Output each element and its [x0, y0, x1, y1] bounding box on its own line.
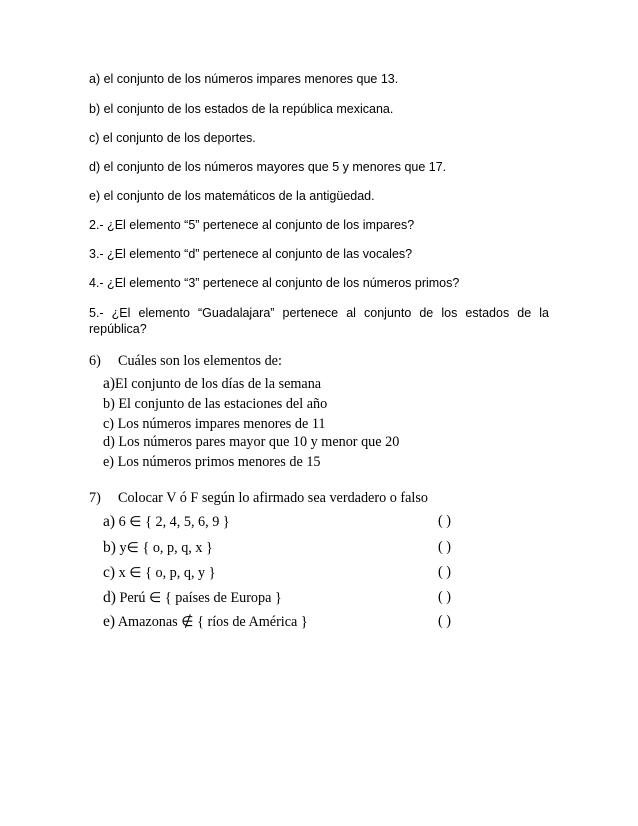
- q6-item-text: Los números primos menores de 15: [117, 454, 321, 470]
- question-3: 3.- ¿El elemento “d” pertenece al conjunto de las vocales?: [89, 247, 413, 261]
- q6-item-d: [103, 434, 399, 451]
- q7-answer-a[interactable]: ( ): [438, 513, 451, 529]
- q7-item-letter: a): [103, 513, 116, 530]
- q7-item-a: [103, 513, 230, 531]
- question-4: 4.- ¿El elemento “3” pertenece al conjunto de los números primos?: [89, 276, 460, 290]
- q7-item-letter: e): [103, 613, 116, 630]
- q6-item-b: [103, 396, 327, 413]
- question-7-title: Colocar V ó F según lo afirmado sea verdadero o falso: [118, 490, 428, 506]
- q6-item-text: Los números pares mayor que 10 y menor que 20: [118, 434, 400, 450]
- q6-item-letter: a): [103, 375, 116, 392]
- question-7-number: 7): [89, 490, 101, 506]
- q7-item-b: [103, 539, 213, 557]
- q6-item-c: [103, 416, 325, 433]
- question-5: 5.- ¿El elemento “Guadalajara” pertenece al conjunto de los estados de la república?: [89, 306, 549, 336]
- q6-item-e: [103, 454, 321, 471]
- q6-item-letter: b): [103, 396, 115, 412]
- q7-item-c: [103, 564, 216, 582]
- q7-item-e: [103, 613, 308, 631]
- q7-answer-b[interactable]: ( ): [438, 539, 451, 555]
- q6-item-letter: c): [103, 416, 115, 432]
- q6-item-text: Los números impares menores de 11: [117, 416, 326, 432]
- question-6-number: 6): [89, 353, 101, 369]
- q6-item-text: El conjunto de las estaciones del año: [118, 396, 328, 412]
- q7-item-text: Amazonas ∉ { ríos de América }: [117, 614, 308, 630]
- q6-item-a: [103, 375, 321, 393]
- q7-item-letter: d): [103, 589, 116, 606]
- question-6-title: Cuáles son los elementos de:: [118, 353, 282, 369]
- set-item-e: e) el conjunto de los matemáticos de la antigüedad.: [89, 189, 375, 203]
- q7-answer-c[interactable]: ( ): [438, 564, 451, 580]
- q6-item-letter: d): [103, 434, 115, 450]
- set-item-c: c) el conjunto de los deportes.: [89, 131, 256, 145]
- q7-item-text: 6 ∈ { 2, 4, 5, 6, 9 }: [118, 514, 230, 530]
- q7-item-d: [103, 589, 282, 607]
- q7-item-letter: b): [103, 539, 116, 556]
- q7-item-letter: c): [103, 564, 116, 581]
- question-2: 2.- ¿El elemento “5” pertenece al conjunto de los impares?: [89, 218, 415, 232]
- q7-item-text: y∈ { o, p, q, x }: [119, 540, 213, 556]
- q6-item-letter: e): [103, 454, 115, 470]
- set-item-d: d) el conjunto de los números mayores que 5 y menores que 17.: [89, 160, 447, 174]
- q7-item-text: Perú ∈ { países de Europa }: [119, 590, 282, 606]
- set-item-a: a) el conjunto de los números impares menores que 13.: [89, 72, 399, 86]
- q6-item-text: El conjunto de los días de la semana: [115, 376, 322, 392]
- q7-answer-e[interactable]: ( ): [438, 613, 451, 629]
- set-item-b: b) el conjunto de los estados de la república mexicana.: [89, 102, 394, 116]
- q7-item-text: x ∈ { o, p, q, y }: [118, 565, 216, 581]
- q7-answer-d[interactable]: ( ): [438, 589, 451, 605]
